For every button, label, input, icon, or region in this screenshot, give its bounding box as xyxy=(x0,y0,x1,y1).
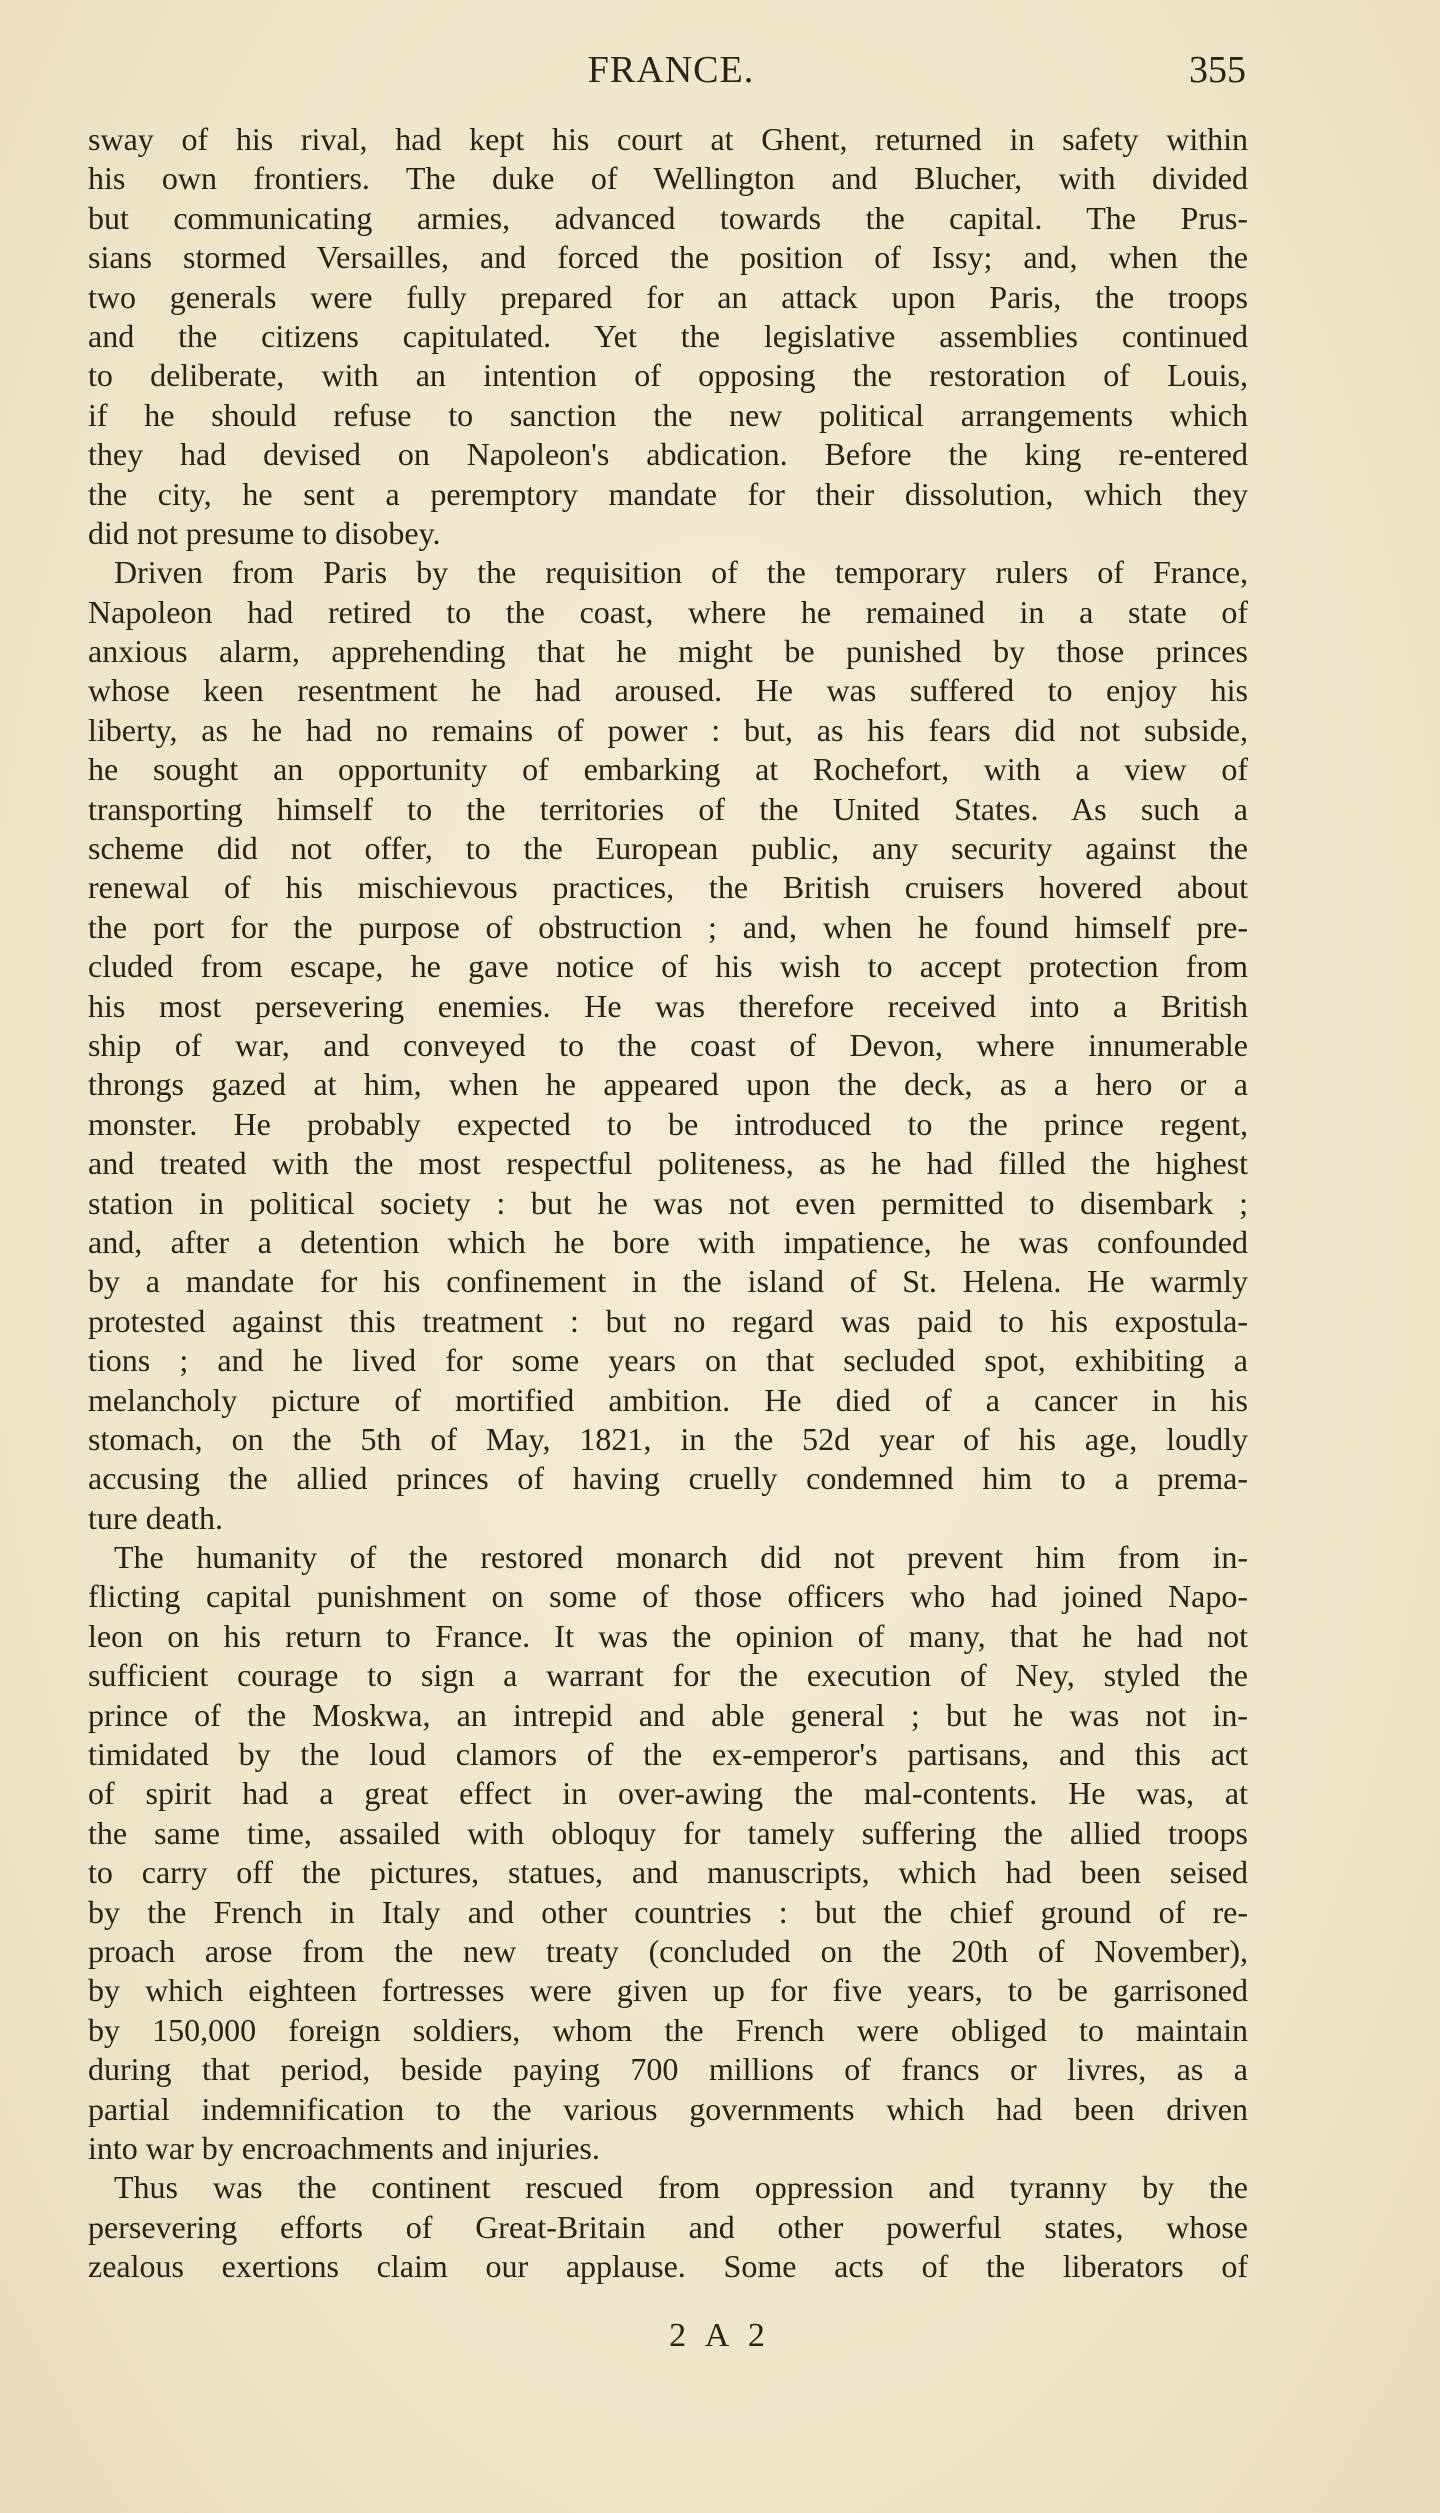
text-line: into war by encroachments and injuries. xyxy=(88,2129,600,2166)
text-line: Driven from Paris by the requisition of the temporary rulers of France, xyxy=(114,554,1248,591)
text-line: tions ; and he lived for some years on that secluded spot, exhibiting a xyxy=(88,1342,1248,1379)
text-line: sians stormed Versailles, and forced the position of Issy; and, when the xyxy=(88,239,1248,276)
text-line: transporting himself to the territories of the United States. As such a xyxy=(88,790,1248,827)
body-text xyxy=(88,120,1248,2286)
text-line: of spirit had a great effect in over-awing the mal-contents. He was, at xyxy=(88,1775,1248,1812)
text-line: during that period, beside paying 700 millions of francs or livres, as a xyxy=(88,2051,1248,2088)
text-line: the port for the purpose of obstruction ; and, when he found himself pre- xyxy=(88,908,1248,945)
text-line: to carry off the pictures, statues, and manuscripts, which had been seised xyxy=(88,1854,1248,1891)
text-line: whose keen resentment he had aroused. He was suffered to enjoy his xyxy=(88,672,1248,709)
text-line: prince of the Moskwa, an intrepid and able general ; but he was not in- xyxy=(88,1696,1248,1733)
text-line: proach arose from the new treaty (concluded on the 20th of November), xyxy=(88,1932,1248,1969)
text-line: renewal of his mischievous practices, the British cruisers hovered about xyxy=(88,869,1248,906)
text-line: ship of war, and conveyed to the coast of Devon, where innumerable xyxy=(88,1026,1248,1063)
text-line: flicting capital punishment on some of those officers who had joined Napo- xyxy=(88,1578,1248,1615)
text-line: by the French in Italy and other countries : but the chief ground of re- xyxy=(88,1893,1248,1930)
running-title: FRANCE. xyxy=(587,49,755,91)
text-line: and treated with the most respectful politeness, as he had filled the highest xyxy=(88,1145,1248,1182)
text-line: monster. He probably expected to be introduced to the prince regent, xyxy=(88,1105,1248,1142)
text-line: Napoleon had retired to the coast, where he remained in a state of xyxy=(88,593,1248,630)
text-line: by a mandate for his confinement in the island of St. Helena. He warmly xyxy=(88,1263,1248,1300)
text-line: two generals were fully prepared for an attack upon Paris, the troops xyxy=(88,278,1248,315)
text-line: but communicating armies, advanced towards the capital. The Prus- xyxy=(88,199,1248,236)
text-line: by 150,000 foreign soldiers, whom the French were obliged to maintain xyxy=(88,2011,1248,2048)
text-line: anxious alarm, apprehending that he might be punished by those princes xyxy=(88,633,1248,670)
text-line: melancholy picture of mortified ambition. He died of a cancer in his xyxy=(88,1381,1248,1418)
text-line: leon on his return to France. It was the opinion of many, that he had not xyxy=(88,1617,1248,1654)
text-line: zealous exertions claim our applause. Some acts of the liberators of xyxy=(88,2248,1248,2285)
page-number: 355 xyxy=(1189,49,1246,91)
text-line: by which eighteen fortresses were given up for five years, to be garrisoned xyxy=(88,1972,1248,2009)
text-line: and the citizens capitulated. Yet the legislative assemblies continued xyxy=(88,317,1248,354)
text-line: stomach, on the 5th of May, 1821, in the 52d year of his age, loudly xyxy=(88,1420,1248,1457)
text-line: sway of his rival, had kept his court at Ghent, returned in safety within xyxy=(88,121,1248,157)
text-line: if he should refuse to sanction the new political arrangements which xyxy=(88,396,1248,433)
text-line: partial indemnification to the various governments which had been driven xyxy=(88,2090,1248,2127)
text-line: protested against this treatment : but no regard was paid to his expostula- xyxy=(88,1302,1248,1339)
text-line: his most persevering enemies. He was therefore received into a British xyxy=(88,987,1248,1024)
text-line: the city, he sent a peremptory mandate for their dissolution, which they xyxy=(88,475,1248,512)
text-line: The humanity of the restored monarch did not prevent him from in- xyxy=(114,1539,1248,1576)
text-line: throngs gazed at him, when he appeared upon the deck, as a hero or a xyxy=(88,1066,1248,1103)
text-line: sufficient courage to sign a warrant for the execution of Ney, styled the xyxy=(88,1657,1248,1694)
signature-mark: 2 A 2 xyxy=(669,2317,771,2354)
text-line: and, after a detention which he bore with impatience, he was confounded xyxy=(88,1223,1248,1260)
text-line: they had devised on Napoleon's abdication. Before the king re-entered xyxy=(88,436,1248,473)
text-line: his own frontiers. The duke of Wellington and Blucher, with divided xyxy=(88,160,1248,197)
text-line: did not presume to disobey. xyxy=(88,514,441,551)
page-header xyxy=(96,48,1246,108)
text-line: the same time, assailed with obloquy for tamely suffering the allied troops xyxy=(88,1814,1248,1851)
text-line: he sought an opportunity of embarking at Rochefort, with a view of xyxy=(88,751,1248,788)
text-line: cluded from escape, he gave notice of his wish to accept protection from xyxy=(88,948,1248,985)
text-line: to deliberate, with an intention of opposing the restoration of Louis, xyxy=(88,357,1248,394)
text-line: liberty, as he had no remains of power : but, as his fears did not subside, xyxy=(88,711,1248,748)
text-line: scheme did not offer, to the European public, any security against the xyxy=(88,830,1248,867)
text-line: timidated by the loud clamors of the ex-emperor's partisans, and this act xyxy=(88,1736,1248,1773)
text-line: Thus was the continent rescued from oppression and tyranny by the xyxy=(114,2169,1248,2206)
text-line: accusing the allied princes of having cruelly condemned him to a prema- xyxy=(88,1460,1248,1497)
text-line: station in political society : but he was not even permitted to disembark ; xyxy=(88,1184,1248,1221)
text-line: ture death. xyxy=(88,1499,224,1536)
text-line: persevering efforts of Great-Britain and other powerful states, whose xyxy=(88,2208,1248,2245)
